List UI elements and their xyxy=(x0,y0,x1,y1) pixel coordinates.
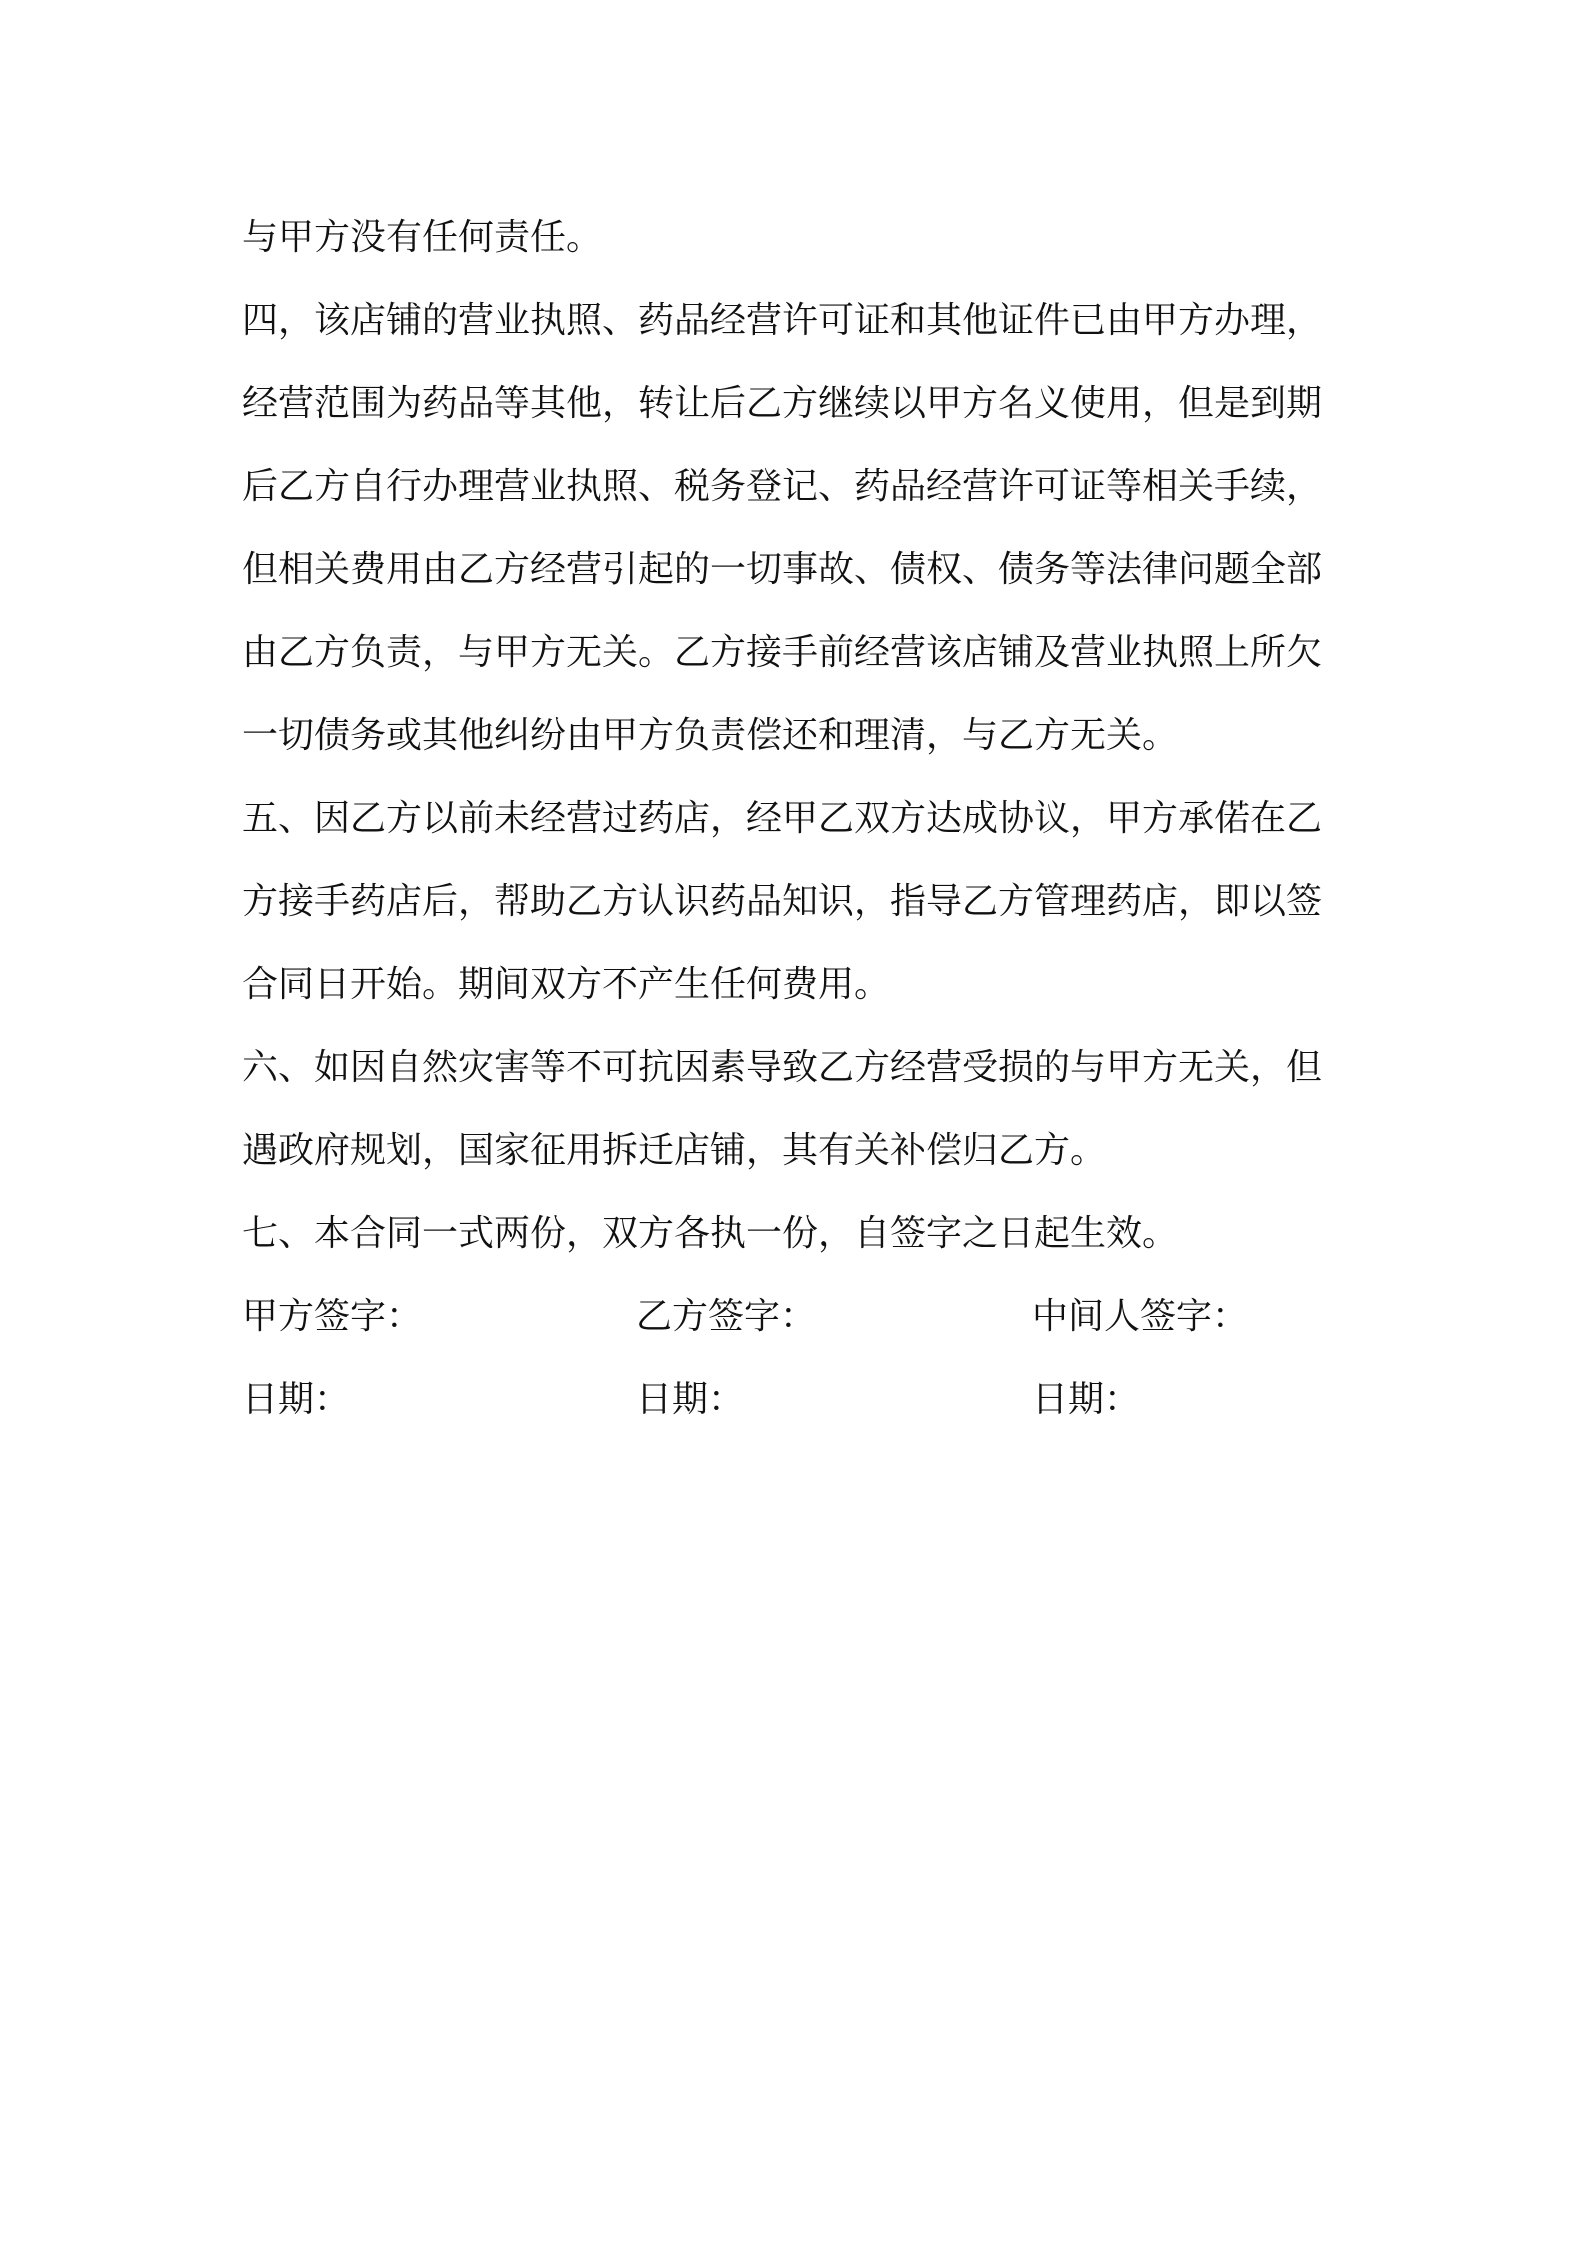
intermediary-signature-label: 中间人签字： xyxy=(1032,1296,1249,1337)
party-a-signature-label: 甲方签字： xyxy=(242,1296,423,1337)
clause-7-line-1: 七、本合同一式两份，双方各执一份，自签字之日起生效。 xyxy=(242,1213,1179,1254)
intermediary-date-label: 日期： xyxy=(1032,1379,1141,1420)
signature-row xyxy=(242,1275,1362,1358)
clause-4-line-1: 四，该店铺的营业执照、药品经营许可证和其他证件已由甲方办理， xyxy=(242,300,1323,341)
party-a-date-label: 日期： xyxy=(242,1379,351,1420)
clause-6-line-1: 六、如因自然灾害等不可抗因素导致乙方经营受损的与甲方无关，但 xyxy=(242,1047,1323,1088)
clause-5-line-3: 合同日开始。期间双方不产生任何费用。 xyxy=(242,964,891,1005)
clause-5-line-1: 五、因乙方以前未经营过药店，经甲乙双方达成协议，甲方承偌在乙 xyxy=(242,798,1323,839)
contract-body xyxy=(242,196,1362,1441)
clause-6-line-2: 遇政府规划，国家征用拆迁店铺，其有关补偿归乙方。 xyxy=(242,1130,1107,1171)
clause-4-line-4: 但相关费用由乙方经营引起的一切事故、债权、债务等法律问题全部 xyxy=(242,549,1323,590)
clause-5-line-2: 方接手药店后，帮助乙方认识药品知识，指导乙方管理药店，即以签 xyxy=(242,881,1323,922)
party-b-date-label: 日期： xyxy=(636,1379,745,1420)
clause-4-line-2: 经营范围为药品等其他，转让后乙方继续以甲方名义使用，但是到期 xyxy=(242,383,1323,424)
clause-4-line-3: 后乙方自行办理营业执照、税务登记、药品经营许可证等相关手续， xyxy=(242,466,1323,507)
contract-line-1: 与甲方没有任何责任。 xyxy=(242,217,603,258)
clause-4-line-5: 由乙方负责，与甲方无关。乙方接手前经营该店铺及营业执照上所欠 xyxy=(242,632,1323,673)
date-row xyxy=(242,1358,1362,1441)
clause-4-line-6: 一切债务或其他纠纷由甲方负责偿还和理清，与乙方无关。 xyxy=(242,715,1179,756)
party-b-signature-label: 乙方签字： xyxy=(636,1296,817,1337)
